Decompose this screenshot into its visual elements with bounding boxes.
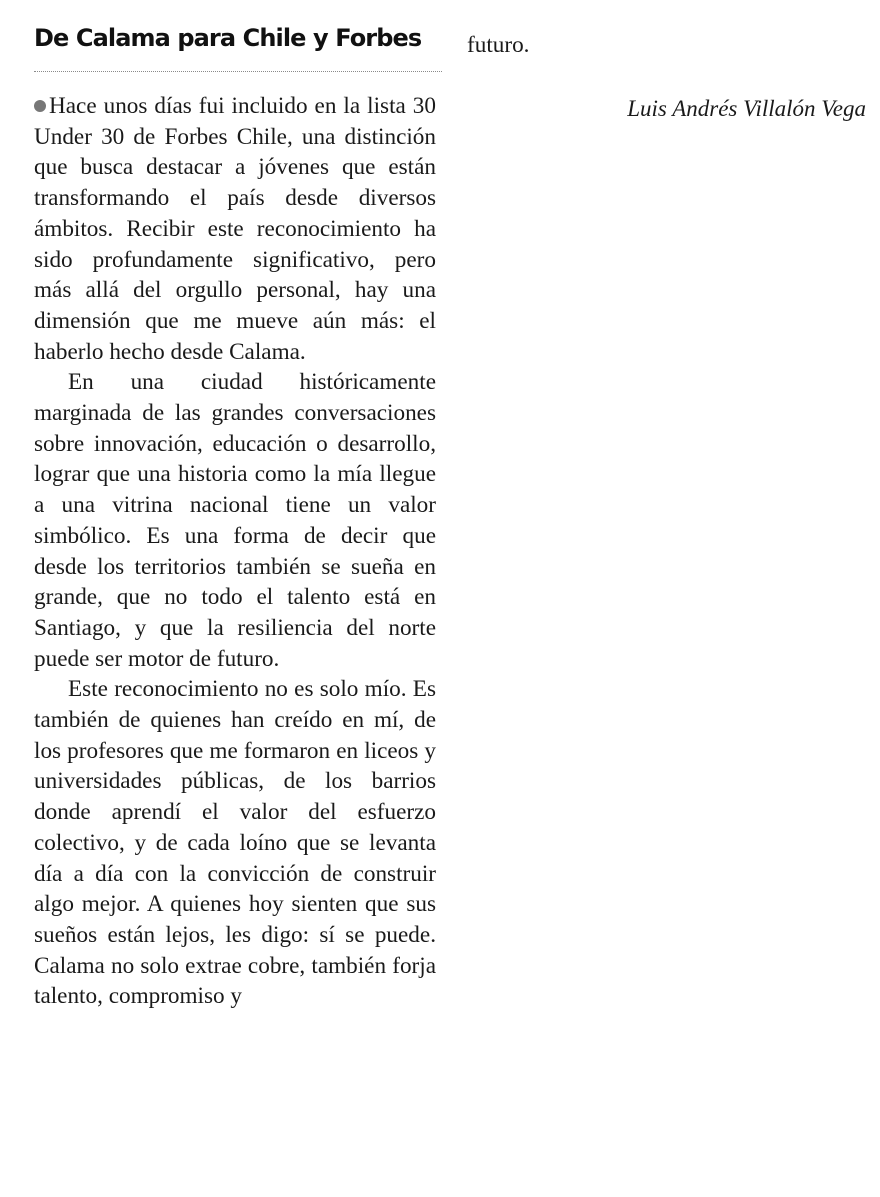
paragraph-3: Este reconocimiento no es solo mío. Es también de quienes han creído en mí, de los profesores que me formaron en liceos y universidades públicas, de los barrios donde aprendí el valor del esfuerzo colectivo, y de cada loíno que se levanta día a día con la convicción de construir algo mejor. A quienes hoy sienten que sus sueños están lejos, les digo: sí se puede. Calama no solo extrae cobre, también forja talento, compromiso y — [34, 676, 436, 1010]
bullet-icon — [34, 100, 46, 112]
article-body — [34, 91, 436, 1012]
paragraph-2: En una ciudad históricamente marginada de las grandes conversaciones sobre innovación, educación o desarrollo, lograr que una historia como la mía llegue a una vitrina nacional tiene un valor simbólico. Es una forma de decir que desde los territorios también se sueña en grande, que no todo el talento está en Santiago, y que la resiliencia del norte puede ser motor de futuro. — [34, 369, 436, 672]
author-signature: Luis Andrés Villalón Vega — [627, 96, 866, 121]
paragraph-1-text: Hace unos días fui incluido en la lista 30 Under 30 de Forbes Chile, una distinción que busca destacar a jóvenes que están transformando el país desde diversos ámbitos. Recibir este reconocimiento ha sido profundamente significativo, pero más allá del orgullo personal, hay una dimensión que me mueve aún más: el haberlo hecho desde Calama. — [34, 93, 436, 365]
paragraph-1 — [34, 91, 436, 367]
continued-text: futuro. — [467, 32, 530, 58]
title-divider — [34, 71, 442, 72]
article-title: De Calama para Chile y Forbes — [34, 24, 422, 52]
